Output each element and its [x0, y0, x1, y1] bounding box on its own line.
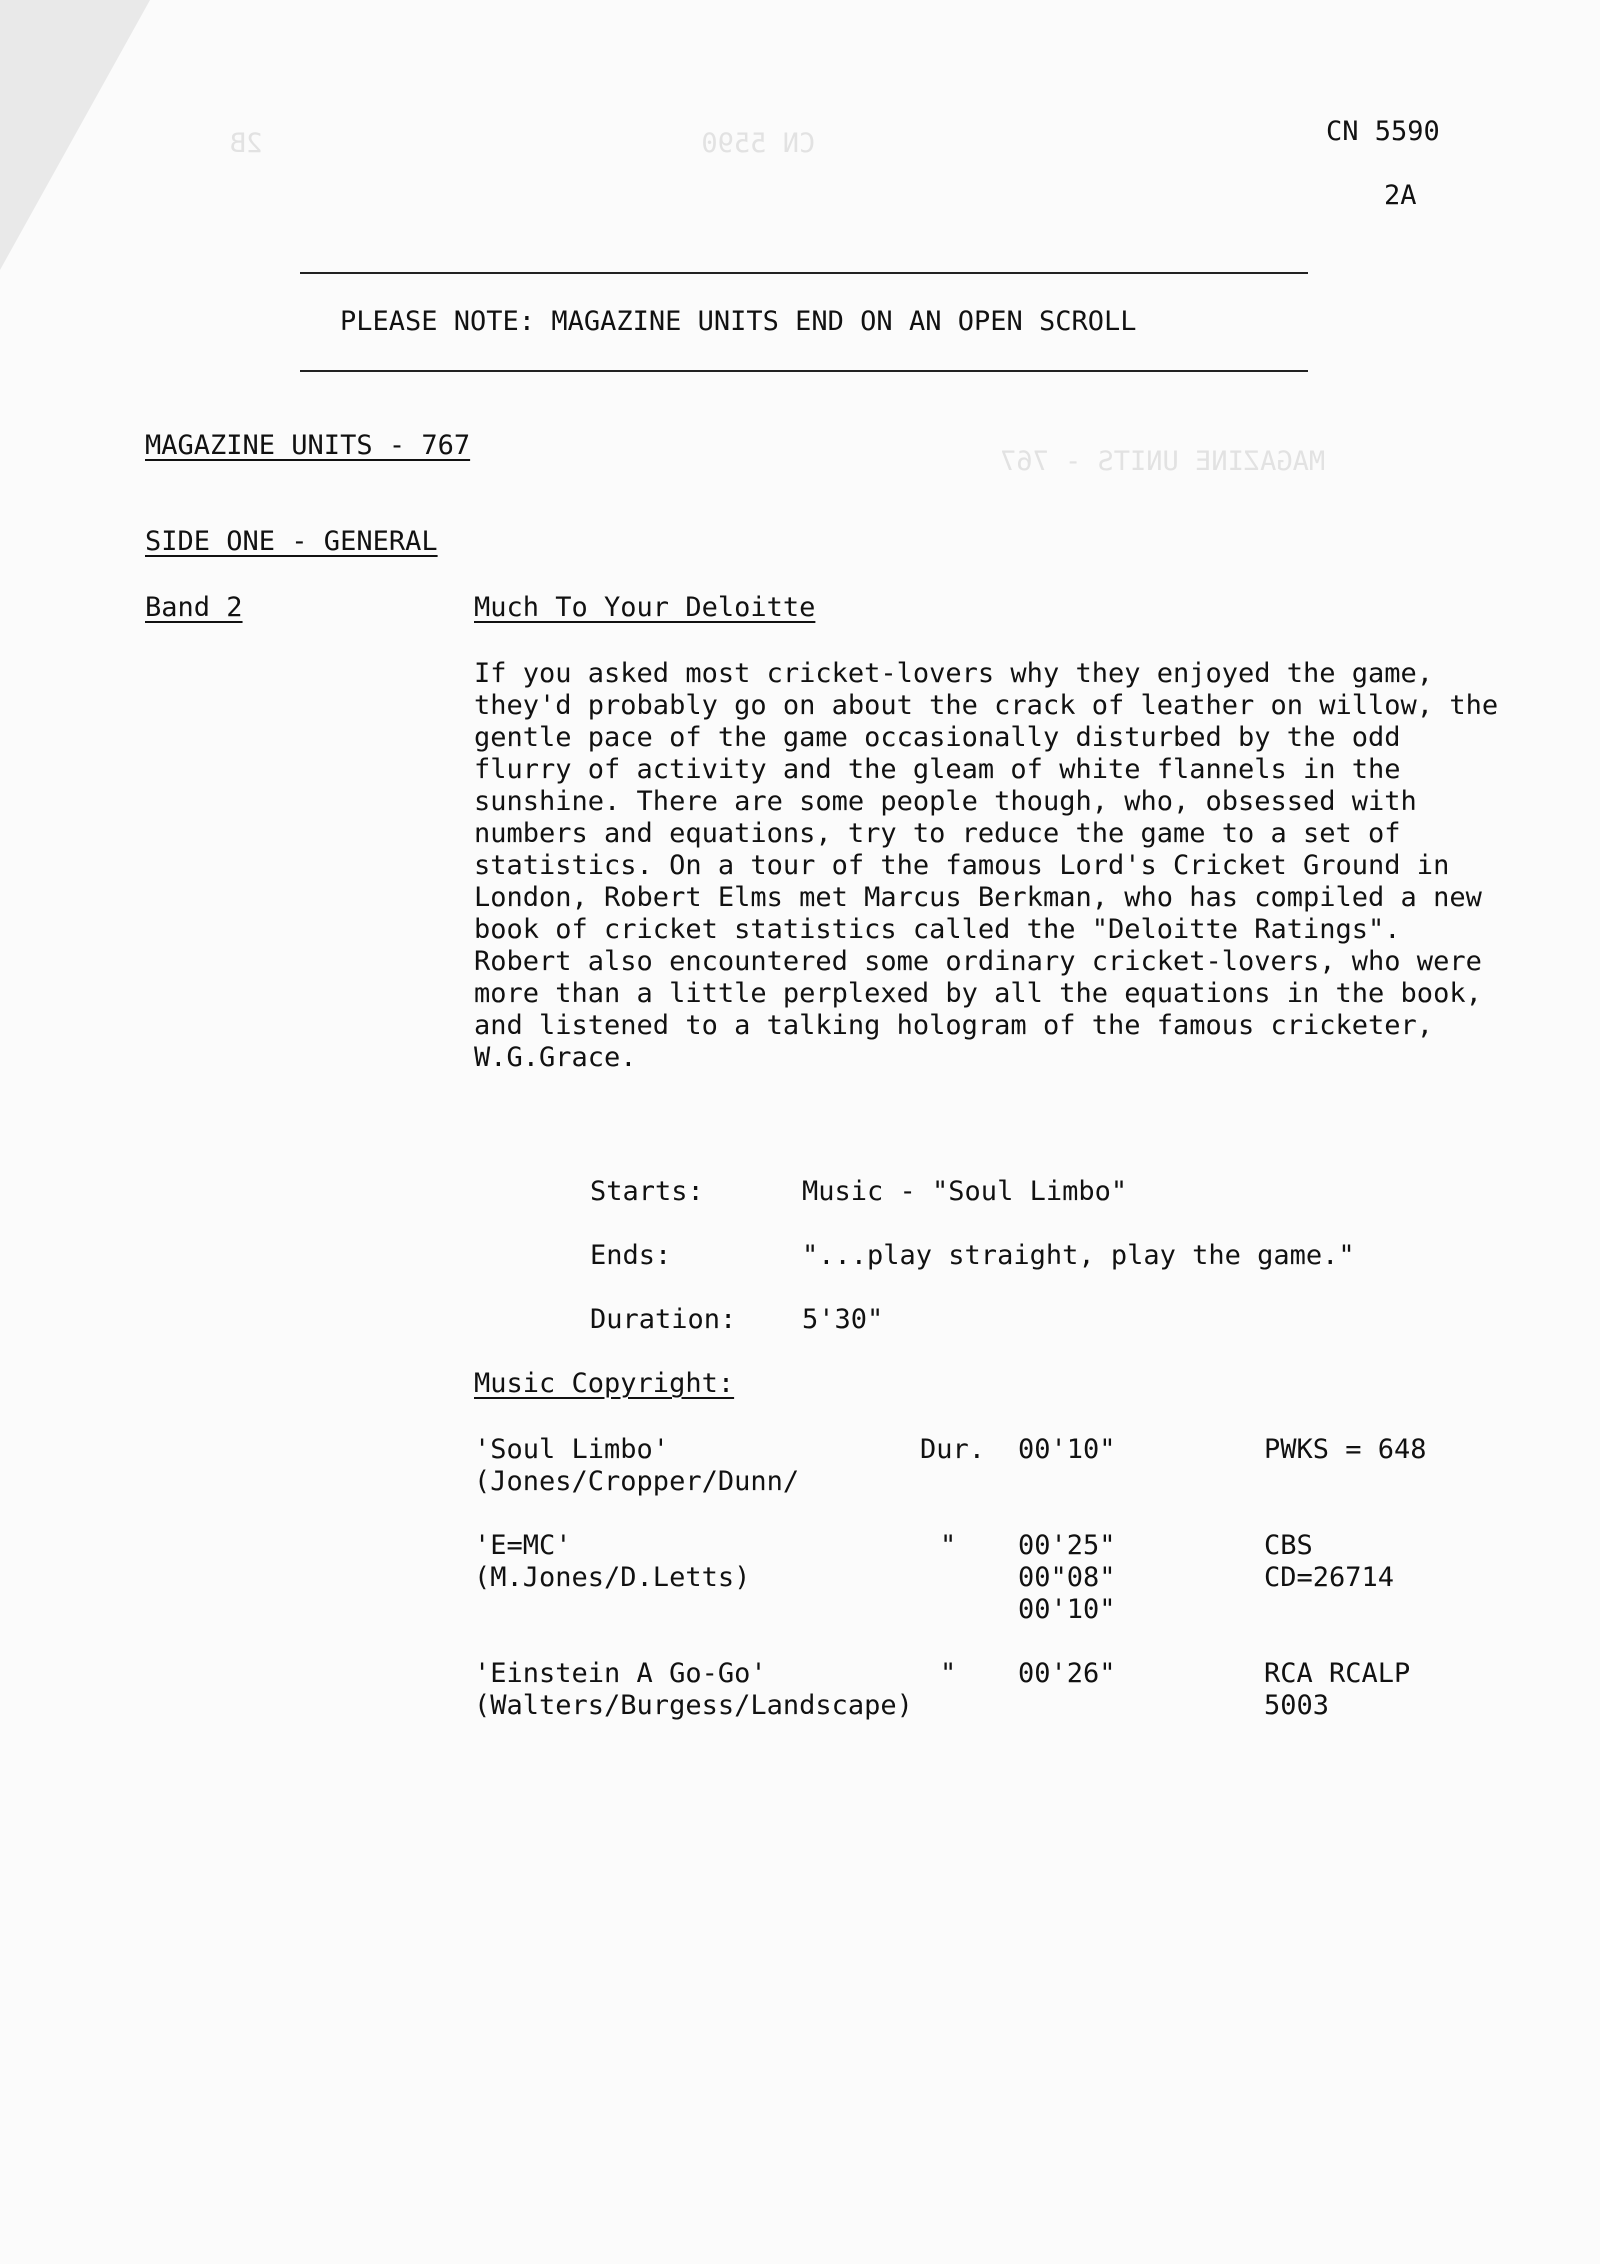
ends-label: Ends:	[590, 1240, 672, 1271]
notice-rule-bottom	[300, 370, 1308, 372]
band-title: Much To Your Deloitte	[474, 592, 816, 623]
starts-value: Music - "Soul Limbo"	[802, 1176, 1128, 1207]
starts-label: Starts:	[590, 1176, 704, 1207]
music-entry-credits: (M.Jones/D.Letts)	[474, 1562, 751, 1593]
duration-value: 5'30"	[802, 1304, 884, 1335]
page-reference: 2A	[1384, 180, 1417, 211]
music-entry-credits: (Jones/Cropper/Dunn/	[474, 1466, 800, 1497]
music-copyright-heading: Music Copyright:	[474, 1368, 735, 1399]
music-entry-credits: (Walters/Burgess/Landscape)	[474, 1690, 913, 1721]
side-title: SIDE ONE - GENERAL	[145, 526, 438, 557]
music-entry-dur-label: Dur.	[920, 1434, 986, 1465]
duration-label: Duration:	[590, 1304, 737, 1335]
music-entry-time: 00'26"	[1018, 1658, 1116, 1689]
notice-rule-top	[300, 272, 1308, 274]
music-entry-time: 00'10"	[1018, 1434, 1116, 1465]
music-entry-label: CD=26714	[1264, 1562, 1395, 1593]
band-description	[474, 658, 1504, 1074]
music-entry-dur-label: "	[940, 1530, 957, 1561]
band-description-text: If you asked most cricket-lovers why they enjoyed the game, they'd probably go on about the crack of leather on willow, the gentle pace of the game occasionally disturbed by the odd flurry of activity and the gleam of white flannels in the sunshine. There are some people though, who, obsessed with numbers and equations, try to reduce the game to a set of statistics. On a tour of the famous Lord's Cricket Ground in London, Robert Elms met Marcus Berkman, who has compiled a new book of cricket statistics called the "Deloitte Ratings". Robert also encountered some ordinary cricket-lovers, who were more than a little perplexed by all the equations in the book, and listened to a talking hologram of the famous cricketer, W.G.Grace.	[474, 658, 1499, 1073]
music-entry-title: 'Soul Limbo'	[474, 1434, 670, 1465]
band-label: Band 2	[145, 592, 243, 623]
music-entry-label: 5003	[1264, 1690, 1330, 1721]
music-entry-title: 'E=MC'	[474, 1530, 572, 1561]
music-entry-time: 00'25"	[1018, 1530, 1116, 1561]
music-entry-label: RCA RCALP	[1264, 1658, 1411, 1689]
music-entry-title: 'Einstein A Go-Go'	[474, 1658, 767, 1689]
show-through-text: CN 5590 2B	[230, 128, 816, 159]
document-code: CN 5590	[1326, 116, 1440, 147]
music-entry-label: CBS	[1264, 1530, 1313, 1561]
ends-value: "...play straight, play the game."	[802, 1240, 1355, 1271]
music-entry-time: 00'10"	[1018, 1594, 1116, 1625]
music-entry-dur-label: "	[940, 1658, 957, 1689]
music-entry-label: PWKS = 648	[1264, 1434, 1427, 1465]
page-fold-corner	[0, 0, 150, 270]
show-through-text: MAGAZINE UNITS - 767	[1000, 446, 1326, 477]
notice-text: PLEASE NOTE: MAGAZINE UNITS END ON AN OPEN SCROLL	[340, 306, 1137, 337]
magazine-units-title: MAGAZINE UNITS - 767	[145, 430, 471, 461]
music-entry-time: 00"08"	[1018, 1562, 1116, 1593]
